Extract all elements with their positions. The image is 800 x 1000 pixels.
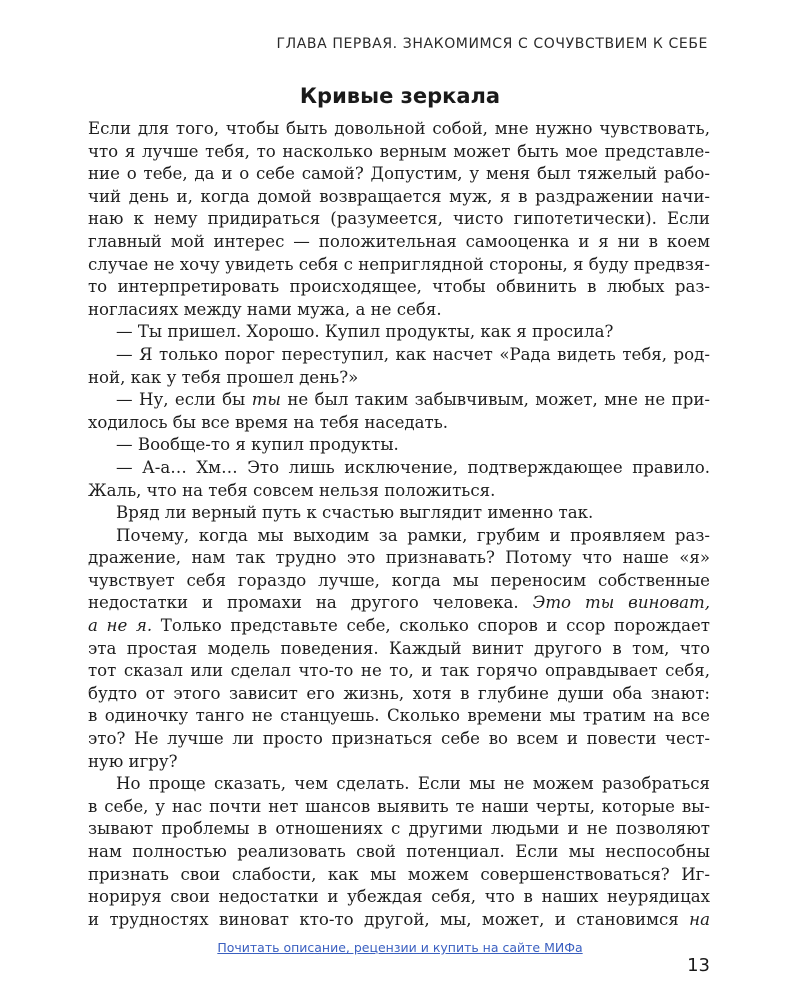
text-line: главный мой интерес — положительная самооценка и я ни в коем	[88, 231, 710, 251]
running-head: ГЛАВА ПЕРВАЯ. ЗНАКОМИМСЯ С СОЧУВСТВИЕМ К СЕБЕ	[276, 36, 708, 52]
dialogue-line: — Ты пришел. Хорошо. Купил продукты, как я просила?	[116, 322, 614, 342]
text-fragment: Только представьте себе, сколько споров и ссор порождает	[160, 616, 710, 636]
dialogue-line	[88, 389, 710, 412]
text-line: будто от этого зависит его жизнь, хотя в глубине души оба знают:	[88, 683, 710, 703]
text-line: наю к нему придираться (разумеется, чисто гипотетически). Если	[88, 209, 710, 229]
text-line: Вряд ли верный путь к счастью выглядит именно так.	[116, 503, 594, 523]
dialogue-line: — Вообще-то я купил продукты.	[116, 435, 399, 455]
dialogue-line: — Я только порог переступил, как насчет «Рада видеть тебя, род-	[116, 344, 710, 364]
text-fragment: не был таким забывчивым, может, мне не при-	[287, 390, 710, 410]
text-line: зывают проблемы в отношениях с другими людьми и не позволяют	[88, 819, 710, 839]
text-line: ную игру?	[88, 751, 178, 771]
text-line: тот сказал или сделал что-то не то, и так горячо оправдывает себя,	[88, 661, 710, 681]
dialogue-line: — А-а… Хм… Это лишь исключение, подтверждающее правило.	[116, 457, 710, 477]
text-line: ходилось бы все время на тебя наседать.	[88, 412, 449, 432]
text-line: ной, как у тебя прошел день?»	[88, 367, 359, 387]
text-line: нам полностью реализовать свой потенциал. Если мы неспособны	[88, 842, 710, 861]
text-line: Но проще сказать, чем сделать. Если мы не можем разобраться	[116, 774, 710, 794]
emphasis-text: на	[689, 909, 710, 929]
text-line: эта простая модель поведения. Каждый винит другого в том, что	[88, 638, 710, 658]
section-title: Кривые зеркала	[299, 84, 501, 108]
text-line	[88, 909, 710, 932]
text-line: случае не хочу увидеть себя с неприглядной стороны, я буду предвзя-	[88, 254, 710, 274]
buy-on-mif-link[interactable]: Почитать описание, рецензии и купить на сайте МИФа	[217, 940, 583, 955]
text-line: чувствует себя гораздо лучше, когда мы переносим собственные	[88, 570, 710, 590]
page-number: 13	[687, 955, 710, 976]
emphasis-text: а не я.	[88, 616, 153, 636]
text-line: чий день и, когда домой возвращается муж, я в раздражении начи-	[88, 186, 710, 206]
text-line: что я лучше тебя, то насколько верным может быть мое представле-	[88, 141, 710, 161]
text-line: в одиночку танго не станцуешь. Сколько времени мы тратим на все	[88, 706, 710, 726]
text-fragment: недостатки и промахи на другого человека.	[88, 593, 519, 613]
text-line: в себе, у нас почти нет шансов выявить те наши черты, которые вы-	[88, 796, 710, 816]
text-line: признать свои слабости, как мы можем совершенствоваться? Иг-	[88, 864, 710, 884]
text-line: то интерпретировать происходящее, чтобы обвинить в любых раз-	[88, 277, 710, 297]
text-line: Почему, когда мы выходим за рамки, грубим и проявляем раз-	[116, 525, 710, 545]
body-text	[88, 118, 710, 931]
emphasis-text: Это ты виноват,	[532, 593, 711, 613]
text-line: ногласиях между нами мужа, а не себя.	[88, 299, 442, 319]
text-line: ние о тебе, да и о себе самой? Допустим, у меня был тяжелый рабо-	[88, 164, 710, 184]
text-fragment: — Ну, если бы	[116, 390, 246, 410]
text-line: дражение, нам так трудно это признавать? Потому что наше «я»	[88, 548, 710, 568]
text-line	[88, 615, 710, 638]
promo-banner	[0, 940, 800, 955]
text-line	[88, 592, 710, 615]
text-line: это? Не лучше ли просто признаться себе во всем и повести чест-	[88, 729, 710, 749]
text-line: норируя свои недостатки и убеждая себя, что в наших неурядицах	[88, 887, 710, 907]
text-line: Если для того, чтобы быть довольной собой, мне нужно чувствовать,	[88, 119, 710, 138]
text-line: Жаль, что на тебя совсем нельзя положиться.	[88, 480, 496, 500]
text-fragment: и трудностях виноват кто-то другой, мы, может, и становимся	[88, 909, 679, 929]
emphasis-text: ты	[251, 390, 281, 410]
